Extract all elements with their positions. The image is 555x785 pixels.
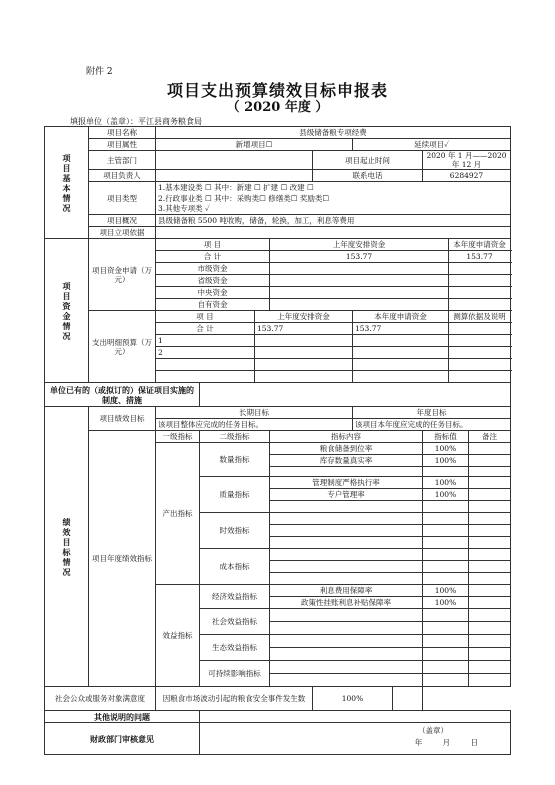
funds-row-item: 自有资金	[156, 299, 270, 311]
indicator-content: 粮食储备到位率	[270, 443, 423, 455]
detail-row-empty	[156, 371, 255, 383]
detail-row-empty	[449, 371, 511, 383]
satisfaction-label: 社会公众或服务对象满意度	[45, 687, 156, 711]
indicator-value	[423, 501, 469, 513]
funds-row-this	[449, 263, 511, 275]
dept-value	[156, 151, 313, 170]
detail-row-item: 1	[156, 335, 255, 347]
indicator-value	[423, 573, 469, 585]
indicator-value: 100%	[423, 443, 469, 455]
indicator-note	[469, 467, 511, 477]
detail-row-empty	[255, 371, 353, 383]
indicator-note	[469, 585, 511, 597]
project-attr-label: 项目属性	[89, 139, 156, 151]
indicator-note	[469, 635, 511, 648]
page-subtitle: （ 2020 年度 ）	[226, 100, 329, 115]
indicator-note	[469, 501, 511, 513]
indicator-value: 100%	[423, 597, 469, 609]
funds-apply-label: 项目资金申请（万元）	[89, 239, 156, 311]
indicator-content	[270, 467, 423, 477]
detail-row-empty	[449, 359, 511, 371]
indicator-note	[469, 455, 511, 467]
guarantee-value	[200, 383, 511, 407]
indicator-content	[270, 513, 423, 525]
indicator-note	[469, 561, 511, 573]
funds-row-this: 153.77	[449, 251, 511, 263]
time-label: 时效指标	[200, 513, 270, 549]
overview-value: 县级储备粮 5500 吨收购，储备，轮换，加工，利息等费用	[156, 215, 511, 227]
detail-row-empty	[353, 359, 449, 371]
quality-label: 质量指标	[200, 477, 270, 513]
indicator-value	[423, 561, 469, 573]
attr-new-checkbox[interactable]: 新增项目☐	[156, 139, 353, 151]
indicator-content: 政策性挂账利息补贴保障率	[270, 597, 423, 609]
detail-row-item: 合 计	[156, 323, 255, 335]
type-line-2: 2.行政事业类 ☐ 其中：采购类☐ 修缮类☐ 奖励类☐	[156, 193, 511, 204]
indicator-value	[423, 525, 469, 537]
detail-row-empty	[255, 359, 353, 371]
other-issues-value	[200, 711, 511, 723]
indicator-note	[469, 513, 511, 525]
funds-row-this	[449, 287, 511, 299]
indicator-note	[469, 477, 511, 489]
detail-row-basis	[449, 335, 511, 347]
indicator-note	[469, 648, 511, 661]
detail-row-empty	[156, 359, 255, 371]
indicator-content	[270, 661, 423, 674]
attr-continue-checkbox[interactable]: 延续项目✓	[353, 139, 511, 151]
indicator-note	[469, 573, 511, 585]
indicator-content: 因粮食市场波动引起的粮食安全事件发生数	[156, 687, 313, 711]
project-name-value: 县级储备粮专项经费	[156, 127, 511, 139]
project-name-label: 项目名称	[89, 127, 156, 139]
owner-label: 项目负责人	[89, 170, 156, 182]
indicator-content	[270, 561, 423, 573]
indicator-note	[469, 674, 511, 687]
col-note: 备注	[469, 431, 511, 443]
indicator-content	[270, 648, 423, 661]
period-value: 2020 年 1 月——2020 年 12 月	[423, 151, 511, 170]
phone-label: 联系电话	[313, 170, 423, 182]
period-label: 项目起止时间	[313, 151, 423, 170]
indicator-content	[270, 609, 423, 622]
detail-row-this	[353, 347, 449, 359]
col-level1: 一级指标	[156, 431, 200, 443]
year-goal-label: 年度目标	[353, 407, 511, 419]
dept-label: 主管部门	[89, 151, 156, 170]
detail-row-basis	[449, 323, 511, 335]
indicator-content: 利息费用保障率	[270, 585, 423, 597]
section-basic: 项目基本情况	[45, 127, 89, 239]
indicator-value: 100%	[423, 585, 469, 597]
funds-row-item: 市级资金	[156, 263, 270, 275]
phone-value: 6284927	[423, 170, 511, 182]
funds-row-item: 中央资金	[156, 287, 270, 299]
indicator-content	[270, 674, 423, 687]
indicator-note	[469, 443, 511, 455]
budget-performance-table	[44, 126, 511, 755]
indicator-note	[469, 525, 511, 537]
indicator-value	[423, 622, 469, 635]
indicator-content	[270, 622, 423, 635]
funds-row-item: 合 计	[156, 251, 270, 263]
indicator-note	[469, 622, 511, 635]
indicator-value	[423, 674, 469, 687]
detail-col-this: 本年度申请资金	[353, 311, 449, 323]
sustain-label: 可持续影响指标	[200, 661, 270, 687]
indicator-value	[423, 549, 469, 561]
basis-label: 项目立项依据	[89, 227, 156, 239]
detail-row-this	[353, 335, 449, 347]
date-label: 年 月 日	[414, 738, 478, 747]
detail-row-this: 153.77	[353, 323, 449, 335]
stamp-label: （盖章）	[418, 726, 448, 735]
funds-row-this	[449, 299, 511, 311]
indicator-note	[469, 661, 511, 674]
indicator-note	[469, 597, 511, 609]
long-goal-value: 该项目整体应完成的任务目标。	[156, 419, 353, 431]
indicator-note	[469, 489, 511, 501]
indicator-content: 管理制度严格执行率	[270, 477, 423, 489]
cost-label: 成本指标	[200, 549, 270, 585]
indicator-content	[270, 525, 423, 537]
funds-row-this	[449, 275, 511, 287]
detail-col-last: 上年度安排资金	[255, 311, 353, 323]
indicator-value	[423, 513, 469, 525]
funds-col-item: 项 目	[156, 239, 270, 251]
detail-row-last	[255, 335, 353, 347]
funds-detail-label: 支出明细预算（万元）	[89, 311, 156, 383]
col-level2: 二级指标	[200, 431, 270, 443]
overview-label: 项目概况	[89, 215, 156, 227]
long-goal-label: 长期目标	[156, 407, 353, 419]
funds-row-item: 省级资金	[156, 275, 270, 287]
page-title: 项目支出预算绩效目标申报表	[166, 81, 388, 100]
section-funds: 项目资金情况	[45, 239, 89, 383]
econ-label: 经济效益指标	[200, 585, 270, 609]
indicator-content	[270, 537, 423, 549]
guarantee-label: 单位已有的（或拟订的）保证项目实施的制度、措施	[45, 383, 200, 407]
detail-row-basis	[449, 347, 511, 359]
quantity-label: 数量指标	[200, 443, 270, 477]
finance-review-value	[200, 723, 511, 755]
detail-row-empty	[353, 371, 449, 383]
section-performance: 绩效目标情况	[45, 407, 89, 687]
indicator-value	[423, 609, 469, 622]
indicator-value: 100%	[423, 489, 469, 501]
funds-col-this: 本年度申请资金	[449, 239, 511, 251]
funds-row-last	[270, 299, 449, 311]
col-content: 指标内容	[270, 431, 423, 443]
reporting-unit: 填报单位（盖章）：平江县商务粮食局	[70, 117, 202, 126]
indicator-value	[423, 635, 469, 648]
indicator-value: 100%	[313, 687, 393, 711]
finance-review-label: 财政部门审核意见	[45, 723, 200, 755]
detail-row-last: 153.77	[255, 323, 353, 335]
indicator-value: 100%	[423, 455, 469, 467]
owner-value	[156, 170, 313, 182]
type-line-3: 3.其他专项类 ✓	[156, 204, 511, 215]
detail-row-item: 2	[156, 347, 255, 359]
indicator-content	[270, 501, 423, 513]
funds-row-last	[270, 287, 449, 299]
indicator-content	[270, 573, 423, 585]
indicator-value: 100%	[423, 477, 469, 489]
indicator-note	[393, 687, 423, 711]
indicator-note	[469, 609, 511, 622]
funds-row-last	[270, 275, 449, 287]
funds-col-last: 上年度安排资金	[270, 239, 449, 251]
year-goal-value: 该项目本年度应完成的任务目标。	[353, 419, 511, 431]
indicator-value	[423, 648, 469, 661]
output-indicators-label: 产出指标	[156, 443, 200, 585]
indicator-content	[270, 549, 423, 561]
indicator-note	[469, 549, 511, 561]
social-label: 社会效益指标	[200, 609, 270, 635]
indicator-note	[469, 537, 511, 549]
detail-row-last	[255, 347, 353, 359]
other-issues-label: 其他说明的问题	[45, 711, 200, 723]
basis-value	[156, 227, 511, 239]
indicator-content: 专户管理率	[270, 489, 423, 501]
attachment-label: 附件 2	[86, 67, 113, 77]
indicator-value	[423, 661, 469, 674]
funds-row-last: 153.77	[270, 251, 449, 263]
type-label: 项目类型	[89, 182, 156, 215]
goal-label: 项目绩效目标	[89, 407, 156, 431]
benefit-indicators-label: 效益指标	[156, 585, 200, 687]
col-value: 指标值	[423, 431, 469, 443]
indicator-content: 库存数量真实率	[270, 455, 423, 467]
detail-col-basis: 测算依据及说明	[449, 311, 511, 323]
indicator-value	[423, 467, 469, 477]
indicator-value	[423, 537, 469, 549]
indicator-content	[270, 635, 423, 648]
year-indicators-label: 项目年度绩效指标	[89, 431, 156, 687]
detail-col-item: 项 目	[156, 311, 255, 323]
eco-label: 生态效益指标	[200, 635, 270, 661]
funds-row-last	[270, 263, 449, 275]
type-line-1: 1.基本建设类 ☐ 其中：新建 ☐ 扩建 ☐ 改建 ☐	[156, 182, 511, 193]
